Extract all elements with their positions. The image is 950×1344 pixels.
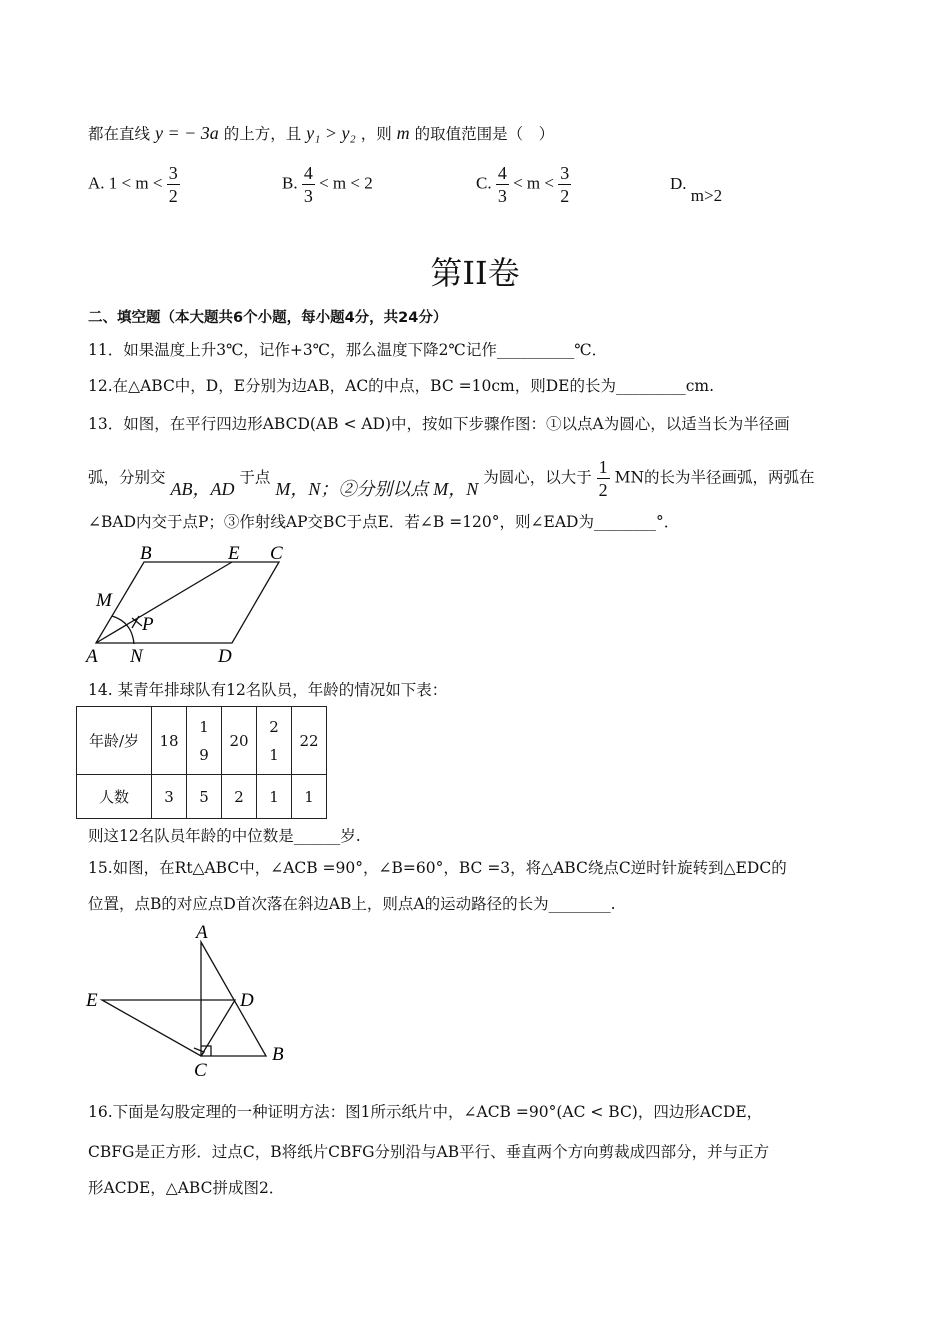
frac-num: 1 — [598, 457, 608, 477]
table-cell: 3 — [152, 775, 187, 819]
q13-line1: 13．如图，在平行四边形ABCD(AB < AD)中，按如下步骤作图：①以点A为圆心，以适当长为半径画 — [88, 415, 790, 433]
option-d[interactable] — [670, 174, 723, 205]
fraction — [558, 162, 571, 207]
fraction — [496, 162, 509, 207]
label-p: P — [142, 614, 154, 635]
table-cell: 1 9 — [187, 707, 222, 775]
table-cell: 2 1 — [257, 707, 292, 775]
option-b[interactable] — [282, 162, 373, 207]
frac-den: 2 — [168, 186, 178, 206]
q16-line3: 形ACDE，△ABC拼成图2． — [88, 1179, 285, 1197]
q10-line-eq: y = − 3a — [154, 123, 219, 143]
frac-num: 4 — [303, 163, 313, 183]
label-e: E — [228, 543, 240, 564]
q13-seg: AB，AD — [170, 478, 235, 499]
table-row — [77, 707, 327, 775]
q13-points: M，N；②分别以点 — [275, 478, 429, 499]
fraction — [302, 162, 315, 207]
label-c: C — [270, 543, 283, 564]
rotation-figure — [80, 920, 300, 1080]
table-cell: 1 — [257, 775, 292, 819]
parallelogram-figure — [84, 540, 304, 668]
section-heading: 二、填空题（本大题共6个小题，每小题4分，共24分） — [88, 310, 448, 326]
q10-cond: y₁ > y₂ — [306, 123, 356, 143]
option-label: C. — [476, 173, 492, 193]
q14-after: 则这12名队员年龄的中位数是______岁. — [88, 827, 361, 845]
table-cell: 22 — [292, 707, 327, 775]
q13-points: M，N — [433, 478, 479, 499]
q13-text: 弧，分别交 — [88, 468, 166, 487]
frac-num: 3 — [560, 163, 570, 183]
table-cell: 年龄/岁 — [77, 707, 152, 775]
q10-text: 的上方，且 — [223, 125, 302, 143]
label-c: C — [194, 1060, 207, 1080]
fraction — [167, 162, 180, 207]
option-label: A. — [88, 173, 105, 193]
frac-den: 3 — [303, 186, 313, 206]
q13-line2 — [88, 456, 815, 501]
q10-text: ，则 — [360, 125, 392, 143]
table-cell: 2 — [222, 775, 257, 819]
label-d: D — [240, 990, 254, 1011]
option-expr: 1 < m < — [108, 173, 163, 193]
q14-stem: 14. 某青年排球队有12名队员，年龄的情况如下表： — [88, 681, 448, 699]
part-title: 第II卷 — [430, 254, 520, 292]
frac-den: 3 — [497, 186, 507, 206]
table-row — [77, 775, 327, 819]
label-b: B — [140, 543, 152, 564]
label-e: E — [86, 990, 98, 1011]
q10-stem — [88, 122, 554, 144]
arc-mn — [112, 616, 134, 644]
option-expr: < m < — [513, 173, 554, 193]
option-expr: < m < 2 — [319, 173, 373, 193]
frac-den: 2 — [560, 186, 570, 206]
q13-text: MN的长为半径画弧，两弧在 — [614, 468, 815, 487]
q13-text: 为圆心，以大于 — [483, 468, 592, 487]
option-label: B. — [282, 173, 298, 193]
q15-line2: 位置，点B的对应点D首次落在斜边AB上，则点A的运动路径的长为________. — [88, 895, 616, 913]
q16-line2: CBFG是正方形．过点C，B将纸片CBFG分别沿与AB平行、垂直两个方向剪裁成四部分，并与正方 — [88, 1143, 770, 1161]
table-cell: 5 — [187, 775, 222, 819]
q10-var: m — [396, 123, 410, 143]
table-cell: 1 — [292, 775, 327, 819]
label-n: N — [130, 646, 143, 667]
q12: 12.在△ABC中，D，E分别为边AB，AC的中点，BC =10cm，则DE的长为_________cm. — [88, 377, 715, 395]
label-a: A — [196, 922, 208, 943]
option-c[interactable] — [476, 162, 571, 207]
label-m: M — [96, 590, 112, 611]
q10-text: 的取值范围是（ ） — [414, 125, 555, 143]
triangle-edc — [102, 1000, 235, 1056]
option-expr: m>2 — [690, 186, 723, 205]
option-label: D. — [670, 174, 687, 193]
q13-text: 于点 — [239, 468, 271, 487]
q11: 11．如果温度上升3℃，记作+3℃，那么温度下降2℃记作__________℃． — [88, 341, 608, 359]
q13-line3: ∠BAD内交于点P；③作射线AP交BC于点E．若∠B =120°，则∠EAD为________°． — [88, 513, 680, 531]
q15-line1: 15.如图，在Rt△ABC中，∠ACB =90°，∠B=60°，BC =3，将△ABC绕点C逆时针旋转到△EDC的 — [88, 859, 787, 877]
parallelogram-abcd — [96, 562, 279, 643]
frac-num: 3 — [168, 163, 178, 183]
table-cell: 18 — [152, 707, 187, 775]
q10-text: 都在直线 — [88, 125, 151, 143]
fraction — [597, 456, 610, 501]
frac-num: 4 — [497, 163, 507, 183]
table-cell: 人数 — [77, 775, 152, 819]
option-a[interactable] — [88, 162, 180, 207]
label-b: B — [272, 1044, 284, 1065]
label-d: D — [218, 646, 232, 667]
ray-ap — [96, 562, 232, 643]
label-a: A — [86, 646, 98, 667]
frac-den: 2 — [598, 480, 608, 500]
q16-line1: 16.下面是勾股定理的一种证明方法：图1所示纸片中，∠ACB =90°(AC < BC)，四边形ACDE， — [88, 1103, 763, 1121]
table-cell: 20 — [222, 707, 257, 775]
age-table — [76, 706, 327, 819]
